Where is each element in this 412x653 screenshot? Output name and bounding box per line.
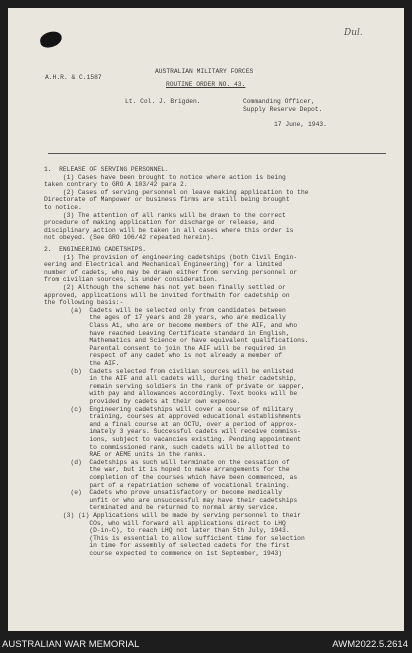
body-line: part of a repatriation scheme of vocational training. bbox=[44, 481, 290, 489]
body-line: and a final course at an OCTU, over a period of approx- bbox=[44, 420, 298, 428]
body-line: imately 3 years. Successful cadets will receive commiss- bbox=[44, 428, 301, 436]
reference-number: A.H.R. & C.1587 bbox=[45, 74, 102, 81]
body-line: have reached Leaving Certificate standard in English, bbox=[44, 329, 290, 337]
signatory-title-line-1: Commanding Officer, bbox=[243, 98, 315, 105]
body-line: COs, who will forward all applications direct to LHQ bbox=[44, 519, 286, 527]
body-line: remain serving soldiers in the rank of private or sapper, bbox=[44, 382, 305, 390]
body-line: the following basis:- bbox=[44, 299, 124, 307]
document-page bbox=[8, 8, 404, 631]
signatory-title-line-2: Supply Reserve Depot. bbox=[243, 106, 323, 113]
body-line: (d) Cadetships as such will terminate on the cessation of bbox=[44, 458, 290, 466]
body-line: terminated and be returned to normal army service. bbox=[44, 504, 279, 512]
body-line: approved, applications will be invited forthwith for cadetship on bbox=[44, 291, 290, 299]
body-line: respect of any cadet who is not already a member of bbox=[44, 352, 283, 360]
order-date: 17 June, 1943. bbox=[274, 121, 327, 128]
signatory-name: Lt. Col. J. Brigden. bbox=[125, 98, 201, 105]
body-line: (2) Cases of serving personnel on leave making application to the bbox=[44, 188, 309, 196]
body-line: number of cadets, who may be drawn either from serving personnel or bbox=[44, 268, 298, 276]
footer-accession-number: AWM2022.5.2614 bbox=[332, 639, 408, 650]
body-line: unfit or who are unsuccessful may have their cadetships bbox=[44, 496, 298, 504]
body-line: in time for assembly of selected cadets for the first bbox=[44, 542, 290, 550]
body-line: (c) Engineering cadetships will cover a course of military bbox=[44, 405, 294, 413]
body-line: (D-in-C), to reach LHQ not later than 5th July, 1943. bbox=[44, 527, 290, 535]
body-line: to commissioned rank, such cadets will be allotted to bbox=[44, 443, 290, 451]
body-line: not obeyed. (See GRO 106/42 repeated herein). bbox=[44, 234, 215, 242]
footer-institution: AUSTRALIAN WAR MEMORIAL bbox=[2, 639, 140, 650]
body-line: course expected to commence on 1st September, 1943) bbox=[44, 550, 283, 557]
body-line: 2. ENGINEERING CADETSHIPS. bbox=[44, 246, 147, 253]
body-line: 1. RELEASE OF SERVING PERSONNEL. bbox=[44, 166, 169, 173]
body-line: Class A1, who are or become members of the AIF, and who bbox=[44, 322, 298, 329]
body-line: (1) The provision of engineering cadetships (both Civil Engin- bbox=[44, 253, 298, 261]
archive-footer bbox=[0, 637, 412, 653]
body-line: provided by cadets at their own expense. bbox=[44, 398, 241, 405]
body-line: completion of the courses which have been commenced, as bbox=[44, 474, 298, 481]
body-line: Mathematics and Science or have equivalent qualifications. bbox=[44, 337, 309, 345]
body-line: RAE or AEME units in the ranks. bbox=[44, 451, 207, 459]
body-line: (3) The attention of all ranks will be drawn to the correct bbox=[44, 211, 286, 219]
body-line: disciplinary action will be taken in all cases where this order is bbox=[44, 226, 294, 234]
organisation-heading: AUSTRALIAN MILITARY FORCES bbox=[155, 68, 254, 75]
body-line: to notice. bbox=[44, 204, 82, 211]
body-line: the ages of 17 years and 20 years, who are medically bbox=[44, 314, 286, 322]
body-line: taken contrary to GRO A 103/42 para 2. bbox=[44, 181, 188, 189]
body-line: Directorate of Manpower or business firms are still being brought bbox=[44, 196, 290, 204]
body-line: ions, subject to vacancies existing. Pending appointment bbox=[44, 436, 301, 443]
body-line: the war, but it is hoped to make arrangements for the bbox=[44, 466, 290, 474]
order-title: ROUTINE ORDER NO. 43. bbox=[166, 81, 246, 88]
body-line: from civilian sources, is under consideration. bbox=[44, 276, 218, 284]
body-line: in the AIF and all cadets will, during their cadetship, bbox=[44, 375, 298, 383]
body-line: with pay and allowances accordingly. Text books will be bbox=[44, 390, 298, 398]
body-line: the AIF. bbox=[44, 360, 120, 367]
body-line: eering and Electrical and Mechanical Engineering) for a limited bbox=[44, 261, 283, 269]
body-line: (a) Cadets will be selected only from candidates between bbox=[44, 306, 286, 314]
body-line: procedure of making application for discharge or release, and bbox=[44, 219, 275, 227]
body-line: (2) Although the scheme has not yet been finally settled or bbox=[44, 284, 286, 291]
body-line: training, courses at approved educational establishments bbox=[44, 413, 301, 421]
body-line: (1) Cases have been brought to notice where action is being bbox=[44, 173, 286, 181]
body-line: (3) (i) Applications will be made by serving personnel to their bbox=[44, 512, 301, 519]
body-line: (b) Cadets selected from civilian sources will be enlisted bbox=[44, 367, 294, 375]
body-line: (This is essential to allow sufficient time for selection bbox=[44, 534, 305, 542]
ink-blot bbox=[39, 30, 64, 49]
body-line: (e) Cadets who prove unsatisfactory or become medically bbox=[44, 489, 283, 497]
handwritten-mark: Dul. bbox=[344, 28, 363, 38]
header-divider bbox=[48, 153, 386, 154]
body-line: Parental consent to join the AIF will be required in bbox=[44, 344, 286, 352]
